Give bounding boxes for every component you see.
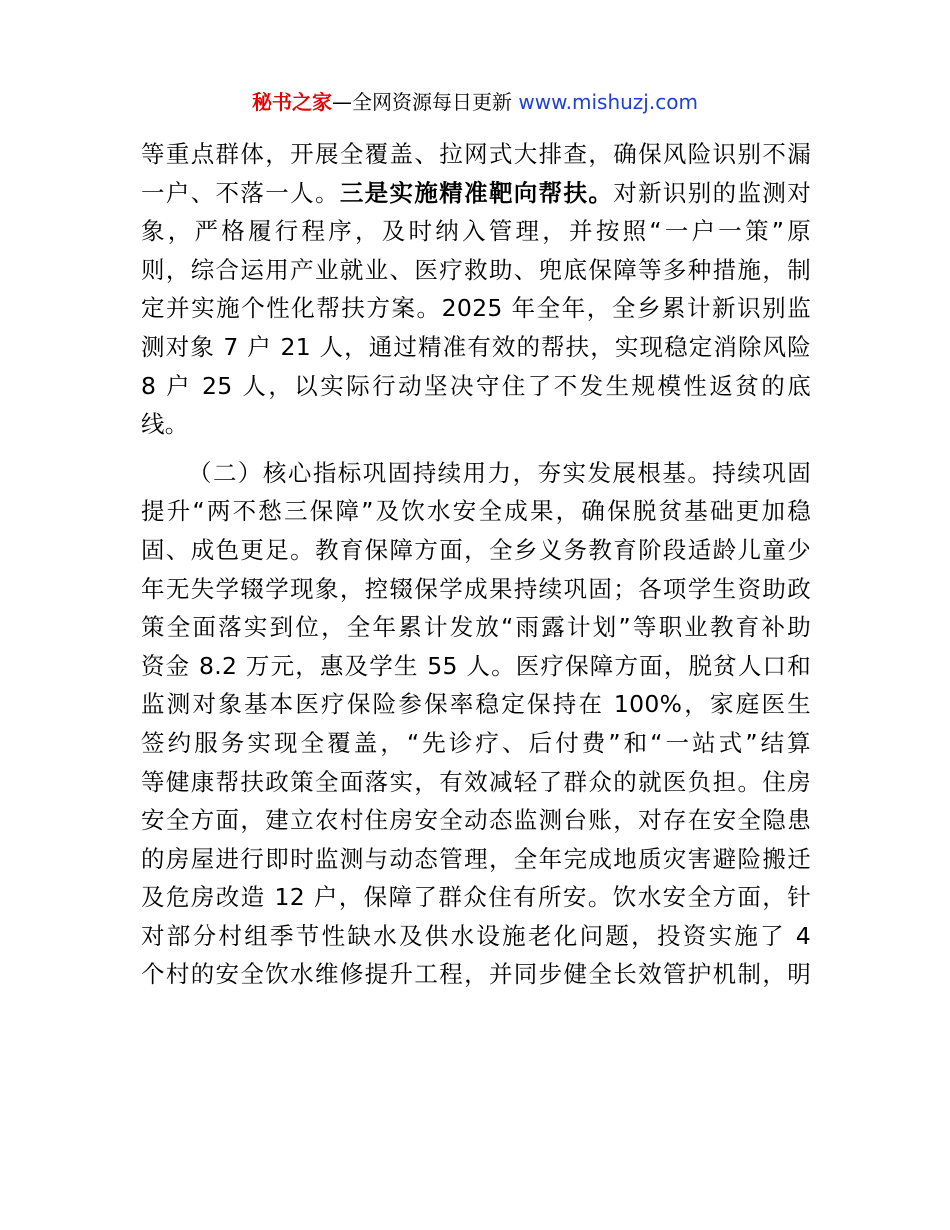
document-body xyxy=(141,135,811,994)
page-header xyxy=(0,88,950,116)
text-line: （二）核心指标巩固持续用力，夯实发展根基。持续巩固 xyxy=(188,458,811,487)
text-fragment: 一户、不落一人。 xyxy=(141,178,340,207)
text-line: 的房屋进行即时监测与动态管理，全年完成地质灾害避险搬迁 xyxy=(141,844,811,873)
text-line: 8 户 25 人，以实际行动坚决守住了不发生规模性返贫的底 xyxy=(141,371,811,400)
text-fragment: 对新识别的监测对 xyxy=(613,178,811,207)
text-line: 等健康帮扶政策全面落实，有效减轻了群众的就医负担。住房 xyxy=(141,767,811,796)
paragraph-2 xyxy=(141,454,811,994)
text-line: 定并实施个性化帮扶方案。2025 年全年，全乡累计新识别监 xyxy=(141,294,811,323)
website-link[interactable]: www.mishuzj.com xyxy=(518,90,698,114)
text-line: 年无失学辍学现象，控辍保学成果持续巩固；各项学生资助政 xyxy=(141,574,811,603)
text-line: 及危房改造 12 户，保障了群众住有所安。饮水安全方面，针 xyxy=(141,883,811,912)
text-line: 线。 xyxy=(141,410,189,439)
header-slogan: —全网资源每日更新 xyxy=(332,90,513,114)
text-line: 资金 8.2 万元，惠及学生 55 人。医疗保障方面，脱贫人口和 xyxy=(141,651,811,680)
paragraph-1 xyxy=(141,135,811,444)
text-line: 安全方面，建立农村住房安全动态监测台账，对存在安全隐患 xyxy=(141,806,811,835)
text-line: 等重点群体，开展全覆盖、拉网式大排查，确保风险识别不漏 xyxy=(141,140,811,168)
brand-name: 秘书之家 xyxy=(252,90,333,114)
text-line: 个村的安全饮水维修提升工程，并同步健全长效管护机制，明 xyxy=(141,960,811,989)
text-line xyxy=(141,174,811,213)
text-line: 提升“两不愁三保障”及饮水安全成果，确保脱贫基础更加稳 xyxy=(141,497,811,526)
text-line: 对部分村组季节性缺水及供水设施老化问题，投资实施了 4 xyxy=(141,921,811,950)
text-line: 固、成色更足。教育保障方面，全乡义务教育阶段适龄儿童少 xyxy=(141,535,811,564)
text-line: 策全面落实到位，全年累计发放“雨露计划”等职业教育补助 xyxy=(141,613,811,642)
text-line: 签约服务实现全覆盖，“先诊疗、后付费”和“一站式”结算 xyxy=(141,728,811,757)
text-line: 测对象 7 户 21 人，通过精准有效的帮扶，实现稳定消除风险 xyxy=(141,332,811,361)
text-line: 象，严格履行程序，及时纳入管理，并按照“一户一策”原 xyxy=(141,217,811,246)
text-line: 监测对象基本医疗保险参保率稳定保持在 100%，家庭医生 xyxy=(141,690,811,719)
bold-heading: 三是实施精准靶向帮扶。 xyxy=(339,178,614,207)
text-line: 则，综合运用产业就业、医疗救助、兜底保障等多种措施，制 xyxy=(141,255,811,284)
